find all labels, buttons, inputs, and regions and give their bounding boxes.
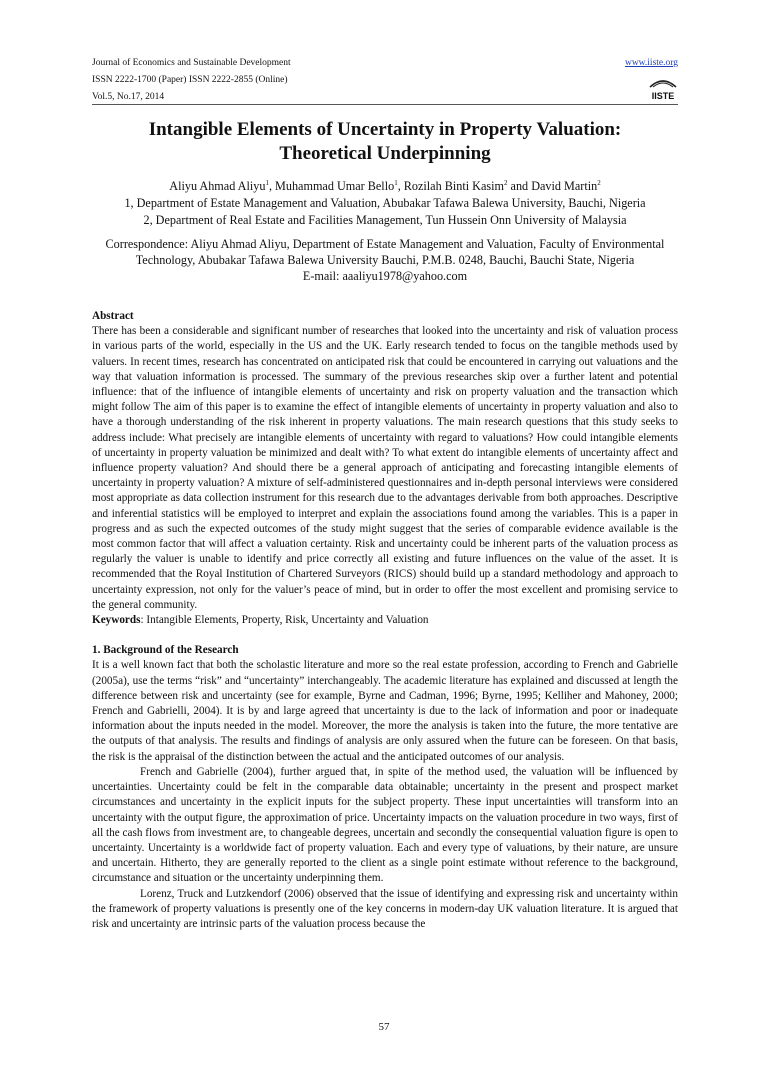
author-3-affiliation: 2 — [503, 179, 508, 187]
author-2: Muhammad Umar Bello — [275, 179, 395, 194]
keywords-label: Keywords — [92, 614, 141, 627]
iiste-logo-icon — [648, 77, 678, 101]
author-4-affiliation: 2 — [597, 179, 601, 187]
author-2-affiliation: 1 — [394, 179, 398, 187]
author-block — [92, 175, 678, 229]
affiliation-1: 1, Department of Estate Management and Valuation, Abubakar Tafawa Balewa University, Bauchi, Nigeria — [124, 196, 646, 211]
author-4: David Martin — [531, 179, 598, 194]
journal-volume: Vol.5, No.17, 2014 — [92, 92, 165, 102]
journal-name: Journal of Economics and Sustainable Development — [92, 58, 291, 68]
keywords-list: : Intangible Elements, Property, Risk, Uncertainty and Valuation — [140, 614, 429, 627]
section-1-paragraph-3: Lorenz, Truck and Lutzkendorf (2006) observed that the issue of identifying and expressing risk and uncertainty within the framework of property valuations is presently one of the key concerns in modern-day UK valuation literature. It is argued that risk and uncertainty are intrinsic parts of the valuation process because the — [92, 887, 678, 930]
keywords-line — [92, 613, 678, 628]
journal-header — [92, 55, 678, 106]
logo-text: IISTE — [651, 91, 675, 101]
journal-issn: ISSN 2222-1700 (Paper) ISSN 2222-2855 (Online) — [92, 75, 288, 85]
page-number: 57 — [378, 1021, 390, 1033]
paper-body — [92, 309, 678, 932]
title-line-1: Intangible Elements of Uncertainty in Property Valuation: — [148, 119, 622, 140]
section-1-paragraph-1: It is a well known fact that both the scholastic literature and more so the real estate profession, according to French and Gabrielle (2005a), use the terms “risk” and “uncertainty” interchangeably. The academic literature has explained and discussed at length the difference between risk and uncertainty (see for example, Byrne and Cadman, 1996; Byrne, 1995; Kelliher and Mahoney, 2000; French and Gabrielli, 2004). It is by and large agreed that uncertainty is due to the lack of information and poor or inadequate information about the inputs needed in the model. Moreover, the more the analysis is taken into the future, the more tentative are the outputs of that analysis. The results and findings of analysis are only assured when the future can be foreseen. On that basis, the risk is the appraisal of the distinction between the actual and the anticipated outcomes of our analysis. — [92, 659, 678, 763]
section-1-heading: 1. Background of the Research — [92, 644, 239, 657]
abstract-heading: Abstract — [92, 310, 134, 322]
affiliation-2: 2, Department of Real Estate and Facilities Management, Tun Hussein Onn University of Malaysia — [143, 213, 627, 228]
header-divider — [92, 104, 678, 105]
abstract-text: There has been a considerable and significant number of researches that looked into the uncertainty and risk of valuation process in various parts of the world, especially in the US and the UK. Early research tended to focus on the tangible methods used by valuers. In recent times, research has concentrated on anticipated risk that could be encountered in carrying out valuations and the way that valuation information is processed. The summary of the previous researches skip over a further latent and potential influence: that of the influence of intangible elements of uncertainty and risk on property valuation and the transaction which might follow The aim of this paper is to examine the effect of intangible elements of uncertainty in property valuation and also to have a thorough understanding of the risk inherent in property valuations. The main research questions that this study seeks to address include: What precisely are intangible elements of uncertainty with regard to valuations? How could intangible elements of uncertainty in property valuation be minimized and dealt with? To what extent do intangible elements of uncertainty affect and influence property valuation? And should there be a general approach of anticipating and forecasting intangible elements of uncertainty in property valuation? A mixture of self-administered questionnaires and in-depth personal interviews were considered most appropriate as data collection instrument for this research due to the advantages derivable from both approaches. Descriptive and inferential statistics will be employed to interpret and explain the associations found among the variables. This is a paper in progress and as such the expected outcomes of the study might suggest that the series of comparable evidence available is the most common factor that will affect a valuation certainty. Risk and uncertainty could be inherent parts of the valuation process as regularly the valuer is unable to identify and price correctly all existing and future influences on the value of the asset. It is recommended that the Royal Institution of Chartered Surveyors (RICS) should build up a standard methodology and approach to uncertainty expression, not only for the valuer’s peace of mind, but in order to offer the most excellent and promising service to the general community. — [92, 325, 678, 611]
journal-url-link[interactable]: www.iiste.org — [624, 58, 678, 68]
author-3: Rozilah Binti Kasim — [403, 179, 504, 194]
section-1-paragraph-2: French and Gabrielle (2004), further argued that, in spite of the method used, the valuation will be influenced by uncertainties. Uncertainty could be felt in the comparable data obtainable; uncertainty in the present and prospect market circumstances and uncertainty in the explicit inputs for the subject property. These input uncertainties will transform into an uncertainty with the output figure, the approximation of price. Uncertainty impacts on the valuation procedure in two ways, first of all the cash flows from investment are, to changeable degrees, uncertain and secondly the consequential valuation figure is open to uncertainty. Uncertainty is a worldwide fact of property valuation. Each and every type of valuations, by their nature, are unsure and uncertain. Hitherto, they are generally reported to the client as a single point estimate without reference to the background, circumstance and situation or the uncertainty underpinning them. — [92, 765, 678, 885]
correspondence-block — [92, 236, 678, 284]
author-list: Aliyu Ahmad Aliyu$^1$, Muhammad Umar Bello$^1$, Rozilah Binti Kasim$^2$ and David Martin$^2$ — [169, 179, 601, 194]
title-line-2: Theoretical Underpinning — [279, 143, 491, 164]
correspondence-email: E-mail: aaaliyu1978@yahoo.com — [302, 269, 468, 283]
author-1: Aliyu Ahmad Aliyu — [169, 179, 266, 194]
paper-title — [92, 118, 678, 166]
correspondence-text: Correspondence: Aliyu Ahmad Aliyu, Department of Estate Management and Valuation, Faculty of Environmental Technology, Abubakar Tafawa Balewa University Bauchi, P.M.B. 0248, Bauchi, Bauchi State, Nigeria — [105, 237, 665, 267]
author-1-affiliation: 1 — [265, 179, 269, 187]
